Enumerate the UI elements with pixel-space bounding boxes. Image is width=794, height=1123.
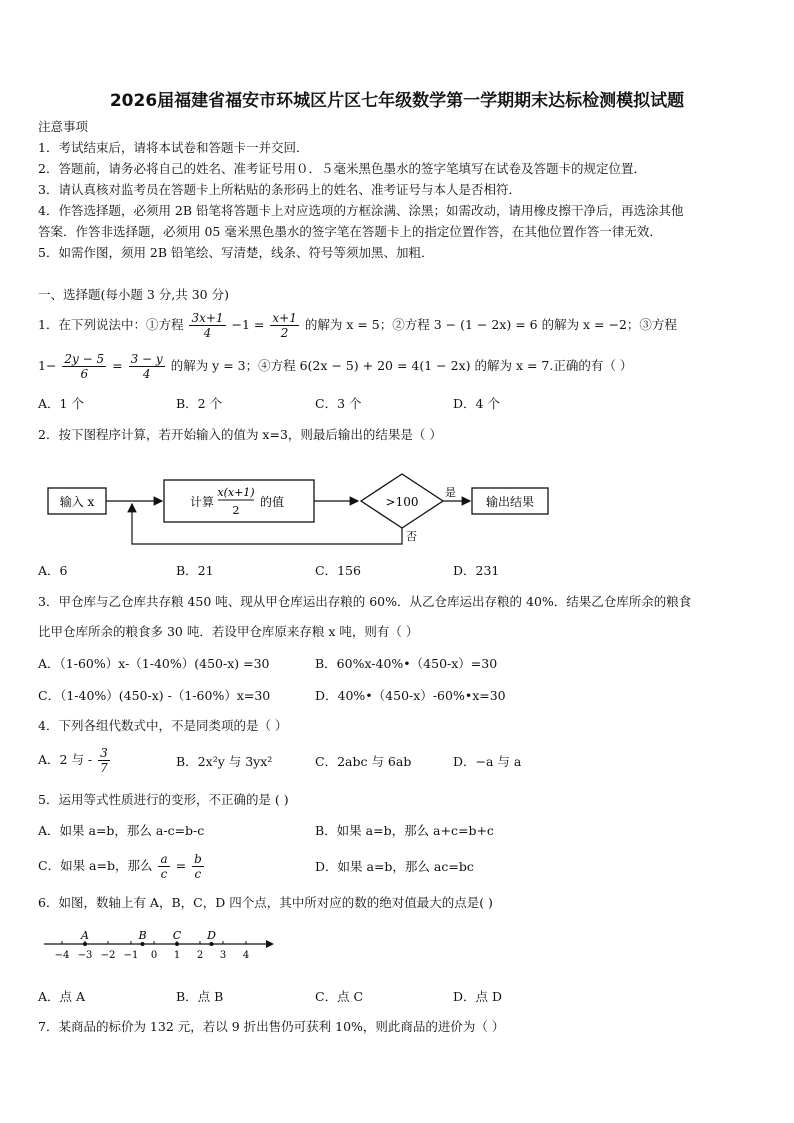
number-line-point-C (175, 942, 179, 946)
question-1-line-1 (38, 305, 677, 345)
q5-c-equals: = (175, 858, 187, 873)
fraction: $\frac{3 - y}{4}$ (130, 352, 163, 381)
q5-c-text: C．如果 a=b，那么 (38, 858, 153, 873)
q4-option-a[interactable] (38, 740, 112, 780)
number-line-tick-label: −4 (54, 950, 70, 961)
q3-option-d[interactable]: D．40%•（450-x）-60%•x=30 (315, 688, 506, 703)
notice-item: 1．考试结束后，请将本试卷和答题卡一并交回． (38, 140, 309, 155)
notice-item: 2．答题前，请务必将自己的姓名、准考证号用０．５毫米黑色墨水的签字笔填写在试卷及答题卡的规定位置． (38, 161, 646, 176)
number-line-point-D (210, 942, 214, 946)
q6-option-a[interactable]: A．点 A (38, 989, 86, 1004)
fraction: $\frac{a}{c}$ (160, 852, 168, 881)
number-line-arrow (266, 940, 274, 948)
q1-text: 1．在下列说法中：①方程 (38, 317, 184, 332)
number-line-point-B (141, 942, 145, 946)
number-line-tick-label: 2 (196, 950, 204, 961)
q6-option-d[interactable]: D．点 D (453, 989, 503, 1004)
q5-option-b[interactable]: B．如果 a=b，那么 a+c=b+c (315, 823, 494, 838)
notice-heading: 注意事项 (38, 119, 89, 134)
question-5-stem: 5．运用等式性质进行的变形，不正确的是 ( ) (38, 792, 289, 807)
fraction: $\frac{2y - 5}{6}$ (64, 352, 105, 381)
q4-option-c[interactable]: C．2abc 与 6ab (315, 754, 412, 769)
q1-option-c[interactable]: C．3 个 (315, 396, 362, 411)
q1-text: 的解为 y = 3；④方程 6(2x − 5) + 20 = 4(1 − 2x) 的解为 x = 7.正确的有（ ） (170, 358, 633, 373)
q3-option-a[interactable]: A．（1-60%）x-（1-40%）(450-x) =30 (38, 656, 270, 671)
notice-item: 答案．作答非选择题，必须用 05 毫米黑色墨水的签字笔在答题卡上的指定位置作答，在其他位置作答一律无效． (38, 224, 662, 239)
question-3-line-1: 3．甲仓库与乙仓库共存粮 450 吨、现从甲仓库运出存粮的 60%．从乙仓库运出存粮的 40%．结果乙仓库所余的粮食 (38, 594, 692, 609)
page-title: 2026届福建省福安市环城区片区七年级数学第一学期期末达标检测模拟试题 (109, 91, 685, 111)
flow-output-label: 输出结果 (485, 495, 535, 509)
number-line-point-A (83, 942, 87, 946)
flow-calc-suffix: 的值 (260, 495, 285, 509)
q2-option-b[interactable]: B．21 (176, 563, 214, 578)
q1-option-b[interactable]: B．2 个 (176, 396, 223, 411)
notice-item: 3．请认真核对监考员在答题卡上所粘贴的条形码上的姓名、准考证号与本人是否相符． (38, 182, 521, 197)
q2-option-c[interactable]: C．156 (315, 563, 361, 578)
q1-text: = (112, 358, 123, 373)
number-line-tick-label: −1 (123, 950, 139, 961)
flow-yes-label: 是 (445, 486, 456, 499)
fraction: $\frac{x+1}{2}$ (272, 311, 297, 340)
q2-option-a[interactable]: A．6 (38, 563, 68, 578)
q1-option-d[interactable]: D．4 个 (453, 396, 500, 411)
flow-calc-prefix: 计算 (190, 495, 215, 509)
q3-option-c[interactable]: C．（1-40%）(450-x) -（1-60%）x=30 (38, 688, 271, 703)
flow-input-label: 输入 x (59, 495, 95, 509)
question-2-stem: 2．按下图程序计算，若开始输入的值为 x=3，则最后输出的结果是（ ） (38, 427, 442, 442)
q1-text: 1− (38, 358, 57, 373)
notice-item: 5．如需作图，须用 2B 铅笔绘、写清楚，线条、符号等须加黑、加粗． (38, 245, 434, 260)
q1-text: 的解为 x = 5；②方程 3 − (1 − 2x) = 6 的解为 x = −2；③方程 (304, 317, 677, 332)
fraction: $\frac{3}{7}$ (100, 746, 108, 775)
number-line-tick-label: −2 (100, 950, 116, 961)
q2-option-d[interactable]: D．231 (453, 563, 500, 578)
q3-option-b[interactable]: B．60%x-40%•（450-x）=30 (315, 656, 498, 671)
q1-text: −1 = (231, 317, 265, 332)
fraction: $\frac{b}{c}$ (194, 852, 202, 881)
number-line-point-label: C (172, 929, 182, 942)
flow-no-label: 否 (406, 530, 417, 543)
question-3-line-2: 比甲仓库所余的粮食多 30 吨．若设甲仓库原来存粮 x 吨，则有（ ） (38, 624, 419, 639)
section-heading: 一、选择题(每小题 3 分,共 30 分) (38, 287, 229, 302)
flow-calc-numerator: x(x+1) (217, 486, 255, 499)
question-4-stem: 4．下列各组代数式中，不是同类项的是（ ） (38, 718, 288, 733)
program-flowchart (40, 466, 560, 550)
number-line-point-label: B (138, 929, 147, 942)
number-line-tick-label: 0 (150, 950, 158, 961)
question-6-stem: 6．如图，数轴上有 A，B，C，D 四个点，其中所对应的数的绝对值最大的点是( ) (38, 895, 493, 910)
q6-option-c[interactable]: C．点 C (315, 989, 364, 1004)
q6-option-b[interactable]: B．点 B (176, 989, 224, 1004)
q5-option-c[interactable] (38, 846, 206, 886)
flow-calc-denominator: 2 (232, 504, 240, 517)
question-7-stem: 7．某商品的标价为 132 元，若以 9 折出售仍可获利 10%，则此商品的进价为（ ） (38, 1019, 505, 1034)
flow-condition-label: >100 (385, 495, 419, 509)
q5-option-d[interactable]: D．如果 a=b，那么 ac=bc (315, 859, 474, 874)
number-line-tick-label: −3 (77, 950, 93, 961)
q1-option-a[interactable]: A．1 个 (38, 396, 84, 411)
number-line-tick-label: 3 (219, 950, 227, 961)
number-line-point-label: A (81, 929, 89, 942)
number-line-tick-label: 1 (173, 950, 181, 961)
q4-option-d[interactable]: D．−a 与 a (453, 754, 522, 769)
number-line-point-label: D (207, 929, 216, 942)
question-1-line-2 (38, 346, 632, 386)
q4-a-text: A．2 与 - (38, 752, 93, 767)
q5-option-a[interactable]: A．如果 a=b，那么 a-c=b-c (38, 823, 205, 838)
number-line-tick-label: 4 (242, 950, 250, 961)
notice-item: 4．作答选择题，必须用 2B 铅笔将答题卡上对应选项的方框涂满、涂黑；如需改动，请用橡皮擦干净后，再选涂其他 (38, 203, 684, 218)
number-line (40, 928, 280, 968)
q4-option-b[interactable]: B．2x²y 与 3yx² (176, 754, 273, 769)
fraction: $\frac{3x+1}{4}$ (191, 311, 224, 340)
